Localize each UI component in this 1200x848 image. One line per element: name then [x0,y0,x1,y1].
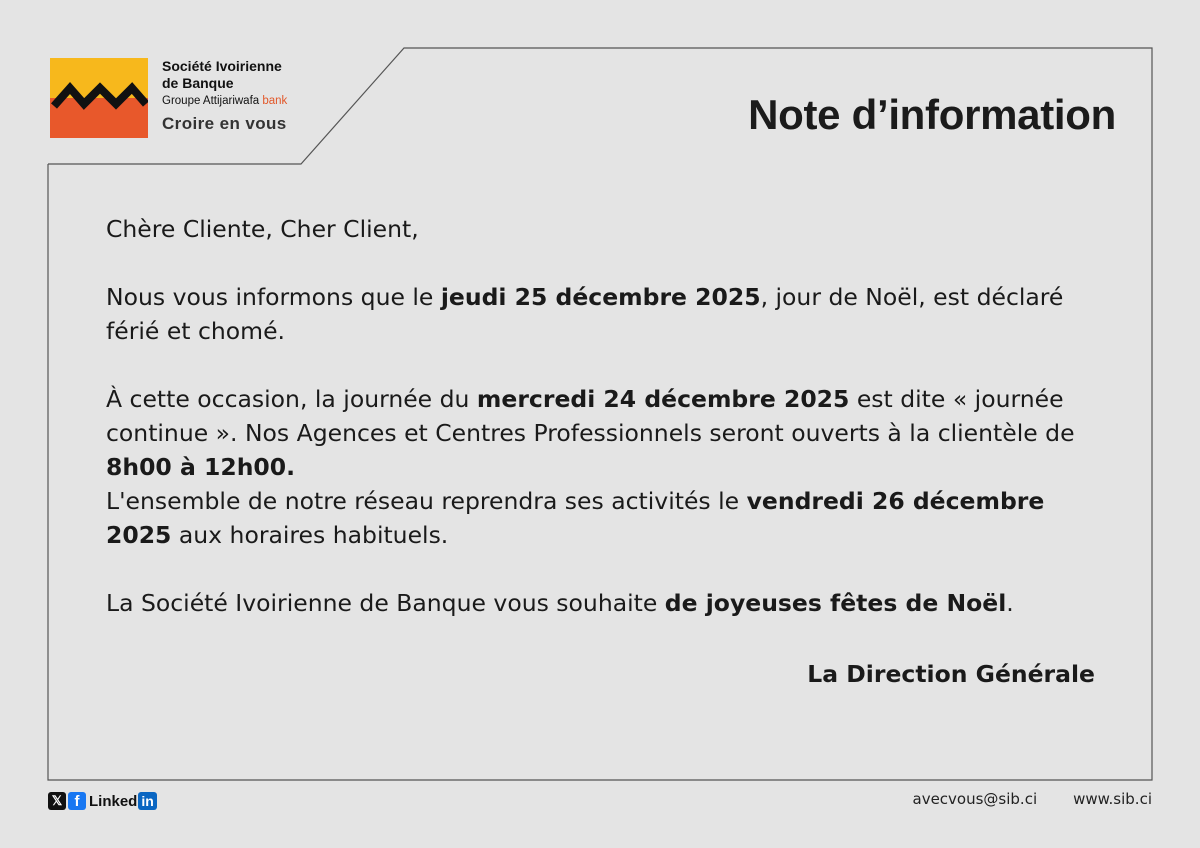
brand-name-line2: de Banque [162,75,234,91]
paragraph-wishes [106,586,1106,620]
sib-logo-mark-icon [50,58,148,138]
signature: La Direction Générale [807,660,1095,688]
p3-text-before: L'ensemble de notre réseau reprendra ses activités le [106,487,747,515]
brand-name-line1: Société Ivoirienne [162,58,282,74]
brand-group-suffix: bank [262,95,288,107]
p3-date: vendredi 26 décembre 2025 [106,487,1045,549]
letter-body [106,212,1106,620]
paragraph-continuous-day [106,382,1106,484]
brand-slogan: Croire en vous [162,114,287,133]
p1-date: jeudi 25 décembre 2025 [440,283,761,311]
p2-text-middle: est dite « journée continue ». Nos Agences et Centres Professionnels seront ouverts à la clientèle de [106,385,1075,447]
footer-website[interactable]: www.sib.ci [1073,790,1152,808]
facebook-icon[interactable]: f [68,792,86,810]
p4-wishes: de joyeuses fêtes de Noël [664,589,1007,617]
footer-email[interactable]: avecvous@sib.ci [912,790,1038,808]
p2-hours: 8h00 à 12h00. [106,453,296,481]
linkedin-text: Linked [89,792,138,810]
x-icon[interactable]: 𝕏 [48,792,66,810]
social-links [48,791,157,811]
linkedin-badge: in [138,792,156,810]
p1-text-after: , jour de Noël, est déclaré férié et chomé. [106,283,1064,345]
footer-contacts [913,790,1153,808]
p2-text-before: À cette occasion, la journée du [106,385,477,413]
brand-group [162,93,362,109]
page-title: Note d’information [748,91,1116,138]
p3-text-after: aux horaires habituels. [171,521,449,549]
p2-date: mercredi 24 décembre 2025 [476,385,850,413]
greeting: Chère Cliente, Cher Client, [106,215,419,243]
p1-text-before: Nous vous informons que le [106,283,441,311]
brand-group-name: Groupe Attijariwafa [162,95,260,107]
p4-text-after: . [1006,589,1014,617]
p4-text-before: La Société Ivoirienne de Banque vous souhaite [106,589,665,617]
linkedin-icon[interactable] [89,792,157,810]
paragraph-holiday [106,280,1106,348]
paragraph-resume [106,484,1106,552]
